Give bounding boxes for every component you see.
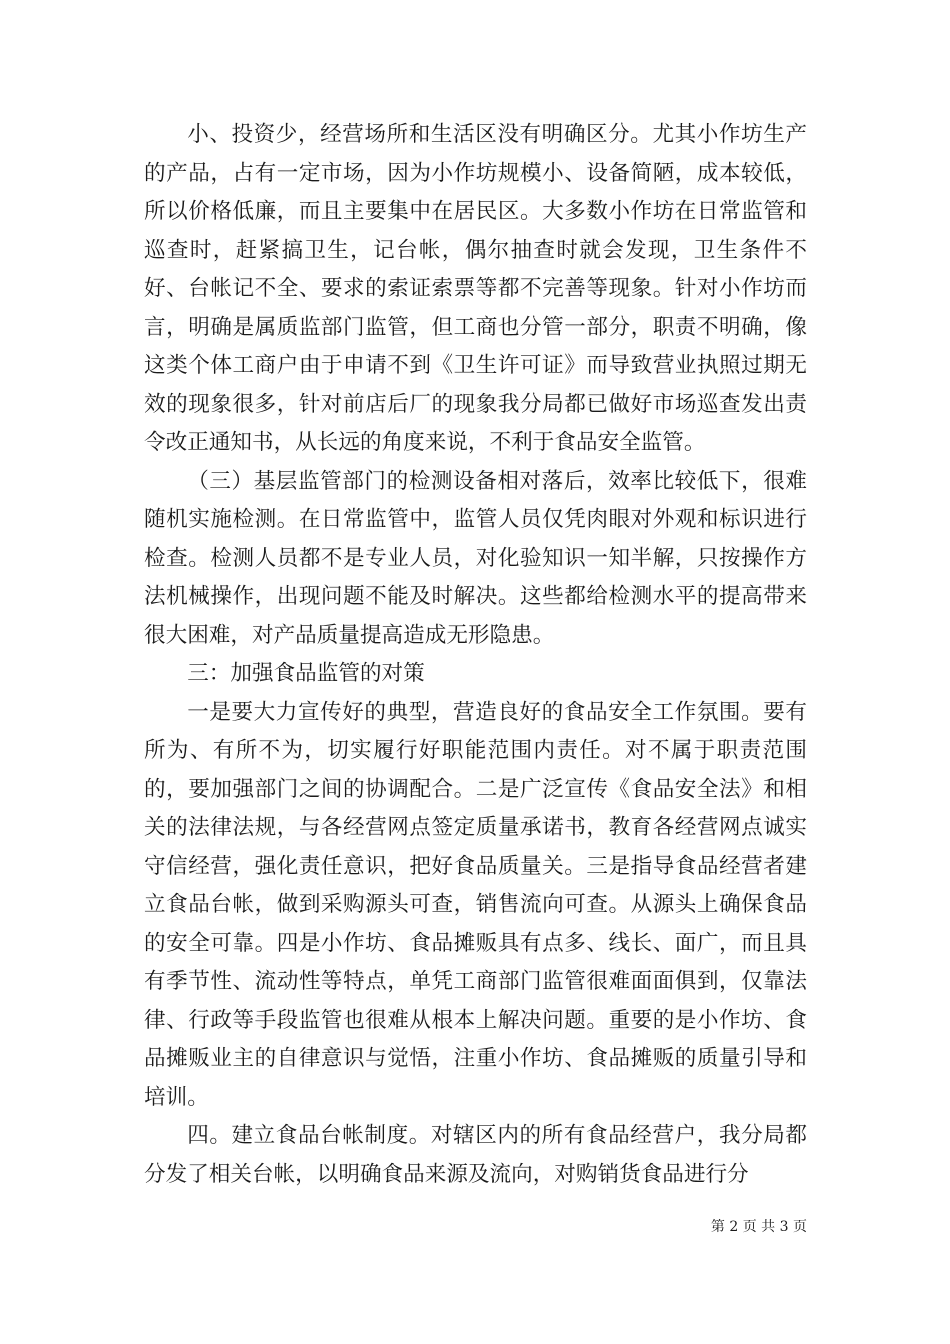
paragraph-testing-equipment: （三）基层监管部门的检测设备相对落后，效率比较低下，很难随机实施检测。在日常监管中，监管人员仅凭肉眼对外观和标识进行检查。检测人员都不是专业人员，对化验知识一知半解，只按操作方法机械操作，出现问题不能及时解决。这些都给检测水平的提高带来很大困难，对产品质量提高造成无形隐患。 <box>144 468 807 648</box>
section-heading-countermeasures: 三：加强食品监管的对策 <box>187 661 425 686</box>
paragraph-countermeasures: 一是要大力宣传好的典型，营造良好的食品安全工作氛围。要有所为、有所不为，切实履行好职能范围内责任。对不属于职责范围的，要加强部门之间的协调配合。二是广泛宣传《食品安全法》和相关的法律法规，与各经营网点签定质量承诺书，教育各经营网点诚实守信经营，强化责任意识，把好食品质量关。三是指导食品经营者建立食品台帐，做到采购源头可查，销售流向可查。从源头上确保食品的安全可靠。四是小作坊、食品摊贩具有点多、线长、面广，而且具有季节性、流动性等特点，单凭工商部门监管很难面面俱到，仅靠法律、行政等手段监管也很难从根本上解决问题。重要的是小作坊、食品摊贩业主的自律意识与觉悟，注重小作坊、食品摊贩的质量引导和培训。 <box>144 699 807 1110</box>
paragraph-workshop-issues: 小、投资少，经营场所和生活区没有明确区分。尤其小作坊生产的产品，占有一定市场，因为小作坊规模小、设备简陋，成本较低，所以价格低廉，而且主要集中在居民区。大多数小作坊在日常监管和巡查时，赶紧搞卫生，记台帐，偶尔抽查时就会发现，卫生条件不好、台帐记不全、要求的索证索票等都不完善等现象。针对小作坊而言，明确是属质监部门监管，但工商也分管一部分，职责不明确，像这类个体工商户由于申请不到《卫生许可证》而导致营业执照过期无效的现象很多，针对前店后厂的现象我分局都已做好市场巡查发出责令改正通知书，从长远的角度来说，不利于食品安全监管。 <box>144 122 807 455</box>
document-body <box>144 116 807 1194</box>
paragraph-ledger-system: 四。建立食品台帐制度。对辖区内的所有食品经营户，我分局都分发了相关台帐，以明确食品来源及流向，对购销货食品进行分 <box>144 1123 807 1187</box>
page-number-footer: 第 2 页 共 3 页 <box>710 1219 807 1235</box>
